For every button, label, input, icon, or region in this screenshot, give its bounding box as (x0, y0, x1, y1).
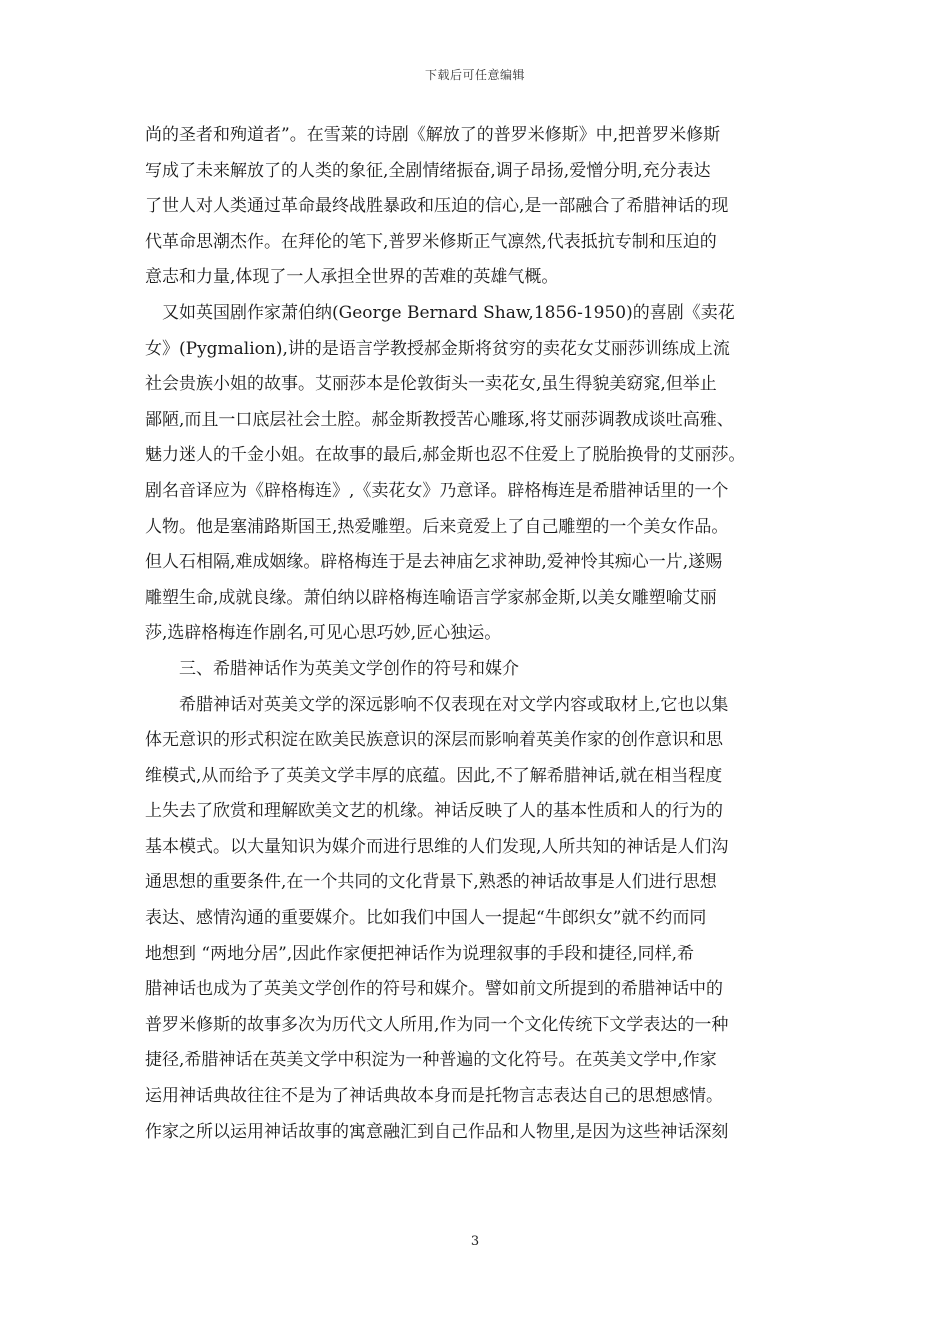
text-line: 剧名音译应为《辟格梅连》,《卖花女》乃意译。辟格梅连是希腊神话里的一个 (145, 480, 729, 501)
text-line: 代革命思潮杰作。在拜伦的笔下,普罗米修斯正气凛然,代表抵抗专制和压迫的 (145, 231, 717, 252)
text-line: 腊神话也成为了英美文学创作的符号和媒介。譬如前文所提到的希腊神话中的 (145, 979, 723, 1000)
text-line: 尚的圣者和殉道者”。在雪莱的诗剧《解放了的普罗米修斯》中,把普罗米修斯 (145, 125, 721, 145)
text-line: 表达、感情沟通的重要媒介。比如我们中国人一提起“牛郎织女”就不约而同 (145, 908, 707, 929)
text-line: 人物。他是塞浦路斯国王,热爱雕塑。后来竟爱上了自己雕塑的一个美女作品。 (145, 516, 729, 537)
text-line: 雕塑生命,成就良缘。萧伯纳以辟格梅连喻语言学家郝金斯,以美女雕塑喻艾丽 (145, 587, 717, 608)
text-line: 运用神话典故往往不是为了神话典故本身而是托物言志表达自己的思想感情。 (145, 1086, 723, 1107)
text-line: 社会贵族小姐的故事。艾丽莎本是伦敦街头一卖花女,虽生得貌美窈窕,但举止 (145, 374, 717, 395)
section-heading: 三、希腊神话作为英美文学创作的符号和媒介 (145, 658, 519, 679)
text-line: 写成了未来解放了的人类的象征,全剧情绪振奋,调子昂扬,爱憎分明,充分表达 (145, 160, 711, 181)
text-line: 又如英国剧作家萧伯纳(George Bernard Shaw,1856-1950)的喜剧《卖花 (145, 302, 735, 323)
text-line: 捷径,希腊神话在英美文学中积淀为一种普遍的文化符号。在英美文学中,作家 (145, 1050, 717, 1071)
text-line: 地想到 “两地分居”,因此作家便把神话作为说理叙事的手段和捷径,同样,希 (145, 943, 694, 964)
text-line: 维模式,从而给予了英美文学丰厚的底蕴。因此,不了解希腊神话,就在相当程度 (145, 765, 723, 786)
page-header: 下载后可任意编辑 (424, 68, 525, 82)
text-line: 体无意识的形式积淀在欧美民族意识的深层而影响着英美作家的创作意识和思 (145, 730, 723, 751)
text-line: 基本模式。以大量知识为媒介而进行思维的人们发现,人所共知的神话是人们沟 (145, 836, 729, 857)
text-line: 莎,选辟格梅连作剧名,可见心思巧妙,匠心独运。 (145, 623, 502, 644)
page-number: 3 (470, 1234, 480, 1249)
text-line: 通思想的重要条件,在一个共同的文化背景下,熟悉的神话故事是人们进行思想 (145, 872, 717, 893)
text-line: 意志和力量,体现了一人承担全世界的苦难的英雄气概。 (145, 267, 559, 288)
text-line: 鄙陋,而且一口底层社会土腔。郝金斯教授苦心雕琢,将艾丽莎调教成谈吐高雅、 (145, 409, 734, 430)
text-line: 魅力迷人的千金小姐。在故事的最后,郝金斯也忍不住爱上了脱胎换骨的艾丽莎。 (145, 445, 746, 466)
text-line: 女》(Pygmalion),讲的是语言学教授郝金斯将贫穷的卖花女艾丽莎训练成上流 (145, 338, 730, 359)
text-line: 但人石相隔,难成姻缘。辟格梅连于是去神庙乞求神助,爱神怜其痴心一片,遂赐 (145, 552, 723, 573)
text-line: 了世人对人类通过革命最终战胜暴政和压迫的信心,是一部融合了希腊神话的现 (145, 196, 729, 217)
text-line: 希腊神话对英美文学的深远影响不仅表现在对文学内容或取材上,它也以集 (145, 694, 729, 715)
text-line: 作家之所以运用神话故事的寓意融汇到自己作品和人物里,是因为这些神话深刻 (145, 1121, 729, 1142)
text-line: 上失去了欣赏和理解欧美文艺的机缘。神话反映了人的基本性质和人的行为的 (145, 801, 723, 822)
text-line: 普罗米修斯的故事多次为历代文人所用,作为同一个文化传统下文学表达的一种 (145, 1014, 729, 1035)
document-body (145, 118, 811, 1150)
